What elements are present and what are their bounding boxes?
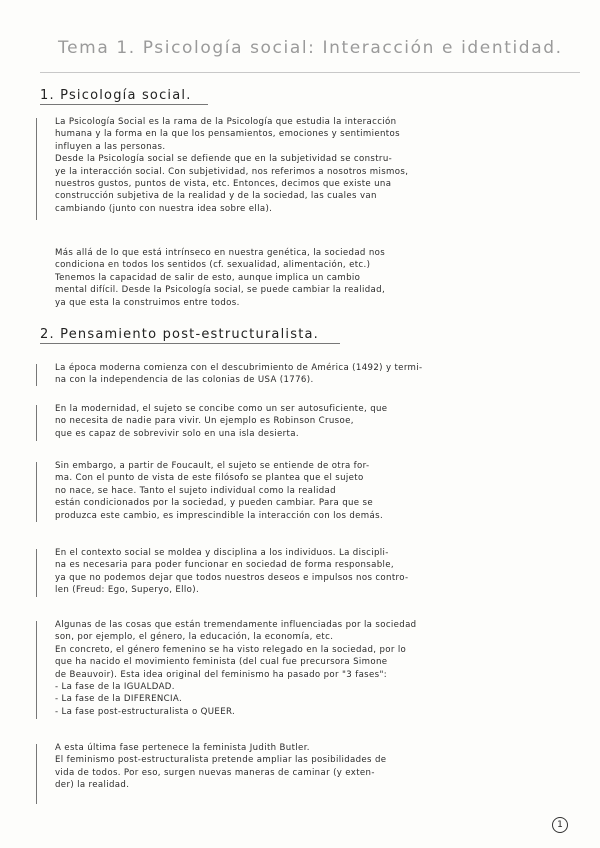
paragraph (55, 362, 555, 387)
paragraph-marker (36, 118, 37, 220)
text-line: En concreto, el género femenino se ha visto relegado en la sociedad, por lo (55, 644, 407, 655)
list-item: - La fase post-estructuralista o QUEER. (55, 706, 236, 717)
paragraph (55, 460, 555, 522)
page-title: Tema 1. Psicología social: Interacción e identidad. (58, 38, 563, 58)
text-line: influyen a las personas. (55, 141, 166, 152)
text-line: condiciona en todos los sentidos (cf. sexualidad, alimentación, etc.) (55, 260, 371, 271)
text-line: de Beauvoir). Esta idea original del feminismo ha pasado por "3 fases": (55, 669, 388, 680)
paragraph-marker (36, 549, 37, 597)
text-line: La Psicología Social es la rama de la Psicología que estudia la interacción (55, 117, 397, 127)
text-line: construcción subjetiva de la realidad y de la sociedad, las cuales van (55, 191, 377, 202)
paragraph (55, 742, 555, 792)
paragraph (55, 116, 555, 215)
text-line: len (Freud: Ego, Superyo, Ello). (55, 585, 200, 596)
paragraph (55, 619, 555, 718)
text-line: mental difícil. Desde la Psicología social, se puede cambiar la realidad, (55, 285, 386, 296)
text-line: produzca este cambio, es imprescindible la interacción con los demás. (55, 510, 384, 521)
text-line: Tenemos la capacidad de salir de esto, aunque implica un cambio (55, 272, 361, 283)
text-line: La época moderna comienza con el descubrimiento de América (1492) y termi- (55, 363, 423, 373)
list-item: - La fase de la IGUALDAD. (55, 682, 175, 693)
text-line: En el contexto social se moldea y disciplina a los individuos. La discipli- (55, 548, 389, 558)
text-line: A esta última fase pertenece la feminista Judith Butler. (55, 743, 310, 753)
text-line: ma. Con el punto de vista de este filósofo se plantea que el sujeto (55, 473, 364, 484)
text-line: na con la independencia de las colonias de USA (1776). (55, 375, 314, 386)
text-line: der) la realidad. (55, 780, 130, 791)
text-line: Sin embargo, a partir de Foucault, el sujeto se entiende de otra for- (55, 461, 370, 471)
text-line: son, por ejemplo, el género, la educación, la economía, etc. (55, 632, 334, 643)
section-heading-1: 1. Psicología social. (40, 88, 192, 103)
text-line: Algunas de las cosas que están tremendamente influenciadas por la sociedad (55, 620, 417, 630)
paragraph-marker (36, 405, 37, 441)
text-line: humana y la forma en la que los pensamientos, emociones y sentimientos (55, 129, 400, 140)
paragraph-marker (36, 744, 37, 804)
text-line: vida de todos. Por eso, surgen nuevas maneras de caminar (y exten- (55, 767, 375, 778)
text-line: cambiando (junto con nuestra idea sobre ella). (55, 203, 273, 214)
text-line: no necesita de nadie para vivir. Un ejemplo es Robinson Crusoe, (55, 416, 354, 427)
paragraph-marker (36, 462, 37, 522)
paragraph-marker (36, 364, 37, 386)
list-item: - La fase de la DIFERENCIA. (55, 694, 183, 705)
text-line: ye la interacción social. Con subjetividad, nos referimos a nosotros mismos, (55, 166, 409, 177)
title-divider (40, 72, 580, 73)
text-line: En la modernidad, el sujeto se concibe como un ser autosuficiente, que (55, 404, 388, 414)
section-heading-2-underline (40, 343, 340, 344)
text-line: que ha nacido el movimiento feminista (del cual fue precursora Simone (55, 657, 388, 668)
text-line: que es capaz de sobrevivir solo en una isla desierta. (55, 428, 299, 439)
text-line: El feminismo post-estructuralista pretende ampliar las posibilidades de (55, 755, 387, 766)
text-line: Desde la Psicología social se defiende que en la subjetividad se constru- (55, 154, 393, 165)
text-line: ya que no podemos dejar que todos nuestros deseos e impulsos nos contro- (55, 572, 409, 583)
text-line: nuestros gustos, puntos de vista, etc. Entonces, decimos que existe una (55, 179, 392, 190)
text-line: Más allá de lo que está intrínseco en nuestra genética, la sociedad nos (55, 248, 386, 258)
paragraph (55, 547, 555, 597)
text-line: ya que esta la construimos entre todos. (55, 297, 240, 308)
text-line: na es necesaria para poder funcionar en sociedad de forma responsable, (55, 560, 394, 571)
paragraph (55, 403, 555, 440)
text-line: no nace, se hace. Tanto el sujeto individual como la realidad (55, 485, 336, 496)
section-heading-2: 2. Pensamiento post-estructuralista. (40, 327, 319, 342)
paragraph (55, 247, 555, 309)
section-heading-1-underline (40, 104, 208, 105)
paragraph-marker (36, 621, 37, 719)
text-line: están condicionados por la sociedad, y pueden cambiar. Para que se (55, 498, 373, 509)
page-number: 1 (552, 817, 568, 833)
